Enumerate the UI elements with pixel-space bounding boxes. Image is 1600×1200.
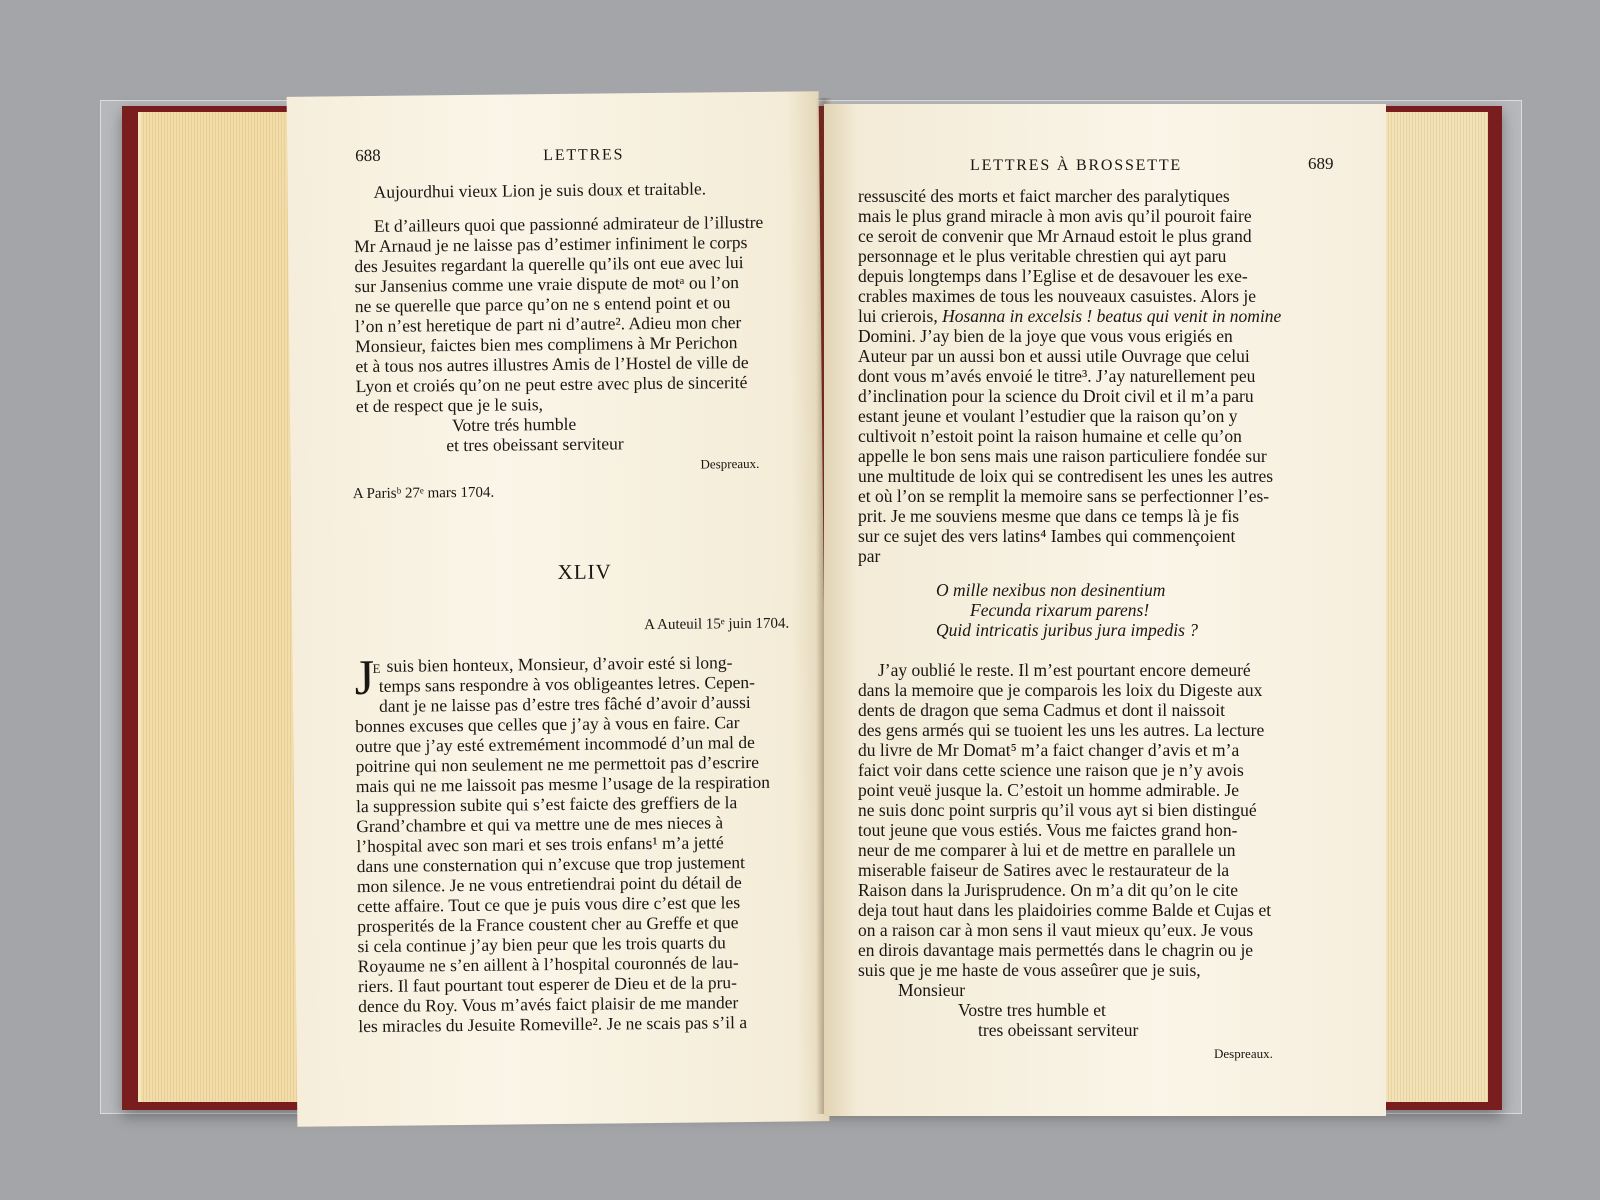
- text-line: Royaume ne s’en aillent à l’hospital couronnés de lau-: [357, 952, 739, 977]
- text-line: J’ay oublié le reste. Il m’est pourtant encore demeuré: [878, 660, 1251, 680]
- text-line: mais le plus grand miracle à mon avis qu’il pouroit faire: [858, 206, 1252, 226]
- closing-line: et tres obeissant serviteur: [446, 433, 624, 456]
- text-line: d’inclination pour la science du Droit civil et il m’a paru: [858, 386, 1254, 406]
- text-span: lui crierois,: [858, 306, 943, 326]
- text-line: temps sans respondre à vos obligeantes letres. Cepen-: [378, 671, 756, 696]
- right-page-edges: [1380, 112, 1488, 1102]
- text-line: des gens armés qui se tuoient les uns les autres. La lecture: [858, 720, 1265, 740]
- text-line: l’hospital avec son mari et ses trois enfans¹ m’a jetté: [356, 832, 724, 857]
- closing-line: Monsieur: [898, 980, 966, 1000]
- text-line: dans une consternation qui n’excuse que trop justement: [356, 852, 746, 877]
- text-line: l’on n’est heretique de part ni d’autre². Adieu mon cher: [354, 312, 742, 337]
- text-line: sur ce sujet des vers latins⁴ Iambes qui commençoient: [858, 526, 1236, 546]
- text-line: neur de me comparer à lui et de mettre en parallele un: [858, 840, 1236, 860]
- latin-quote: Hosanna in excelsis ! beatus qui venit in nomine: [942, 306, 1282, 326]
- text-line: sur Jansenius comme une vraie dispute de motᵃ ou l’on: [354, 272, 740, 297]
- text-line: appelle le bon sens mais une raison particuliere fondée sur: [858, 446, 1267, 466]
- text-line: ne se querelle que parce qu’on ne s entend point et ou: [354, 292, 731, 317]
- text-line: et où l’on se remplit la memoire sans se perfectionner l’es-: [858, 486, 1270, 506]
- text-line: personnage et le plus veritable chrestien qui ayt paru: [858, 246, 1227, 266]
- running-head: LETTRES: [543, 146, 625, 165]
- text-line: dont vous m’avés envoié le titre³. J’ay naturellement peu: [858, 366, 1256, 386]
- text-line: les miracles du Jesuite Romeville². Je ne scais pas s’il a: [358, 1012, 748, 1037]
- text-line: cette affaire. Tout ce que je puis vous dire c’est que les: [356, 892, 741, 917]
- text-line: crables maximes de tous les nouveaux casuistes. Alors je: [858, 286, 1257, 306]
- text-line: du livre de Mr Domat⁵ m’a faict changer d’avis et m’a: [858, 740, 1240, 760]
- text-line: [858, 306, 1281, 326]
- text-line: Aujourdhui vieux Lion je suis doux et traitable.: [373, 178, 707, 202]
- closing-line: Vostre tres humble et: [958, 1000, 1106, 1020]
- text-line: cultivoit n’estoit point la raison humaine et celle qu’on: [858, 426, 1242, 446]
- text-line: faict voir dans cette science une raison que je n’y avois: [858, 760, 1244, 780]
- text-line: si cela continue j’ay bien peur que les trois quarts du: [357, 932, 726, 957]
- text-line: tout jeune que vous estiés. Vous me faictes grand hon-: [858, 820, 1238, 840]
- text-line: riers. Il faut pourtant tout esperer de Dieu et de la pru-: [357, 972, 738, 997]
- text-line: depuis longtemps dans l’Eglise et de desavouer les exe-: [858, 266, 1248, 286]
- verse-line: O mille nexibus non desinentium: [936, 580, 1166, 600]
- text-line: des Jesuites regardant la querelle qu’ils ont eue avec lui: [354, 252, 744, 277]
- text-line: miserable faiseur de Satires avec le restaurateur de la: [858, 860, 1230, 880]
- text-line: par: [858, 546, 881, 566]
- text-line: suis que je me haste de vous asseûrer que je suis,: [858, 960, 1201, 980]
- left-page: [287, 91, 830, 1127]
- dateline: A Parisᵇ 27ᵉ mars 1704.: [352, 484, 495, 503]
- text-line: Domini. J’ay bien de la joye que vous vous erigiés en: [858, 326, 1233, 346]
- text-line: et à tous nos autres illustres Amis de l’Hostel de ville de: [355, 351, 749, 377]
- text-line: deja tout haut dans les plaidoiries comme Balde et Cujas et: [858, 900, 1272, 920]
- text-line: ne suis donc point surpris qu’il vous ayt si bien distingué: [858, 800, 1257, 820]
- text-line: bonnes excuses que celles que j’ay à vous en faire. Car: [355, 712, 740, 737]
- page-number: 689: [1308, 154, 1334, 173]
- text-line: Monsieur, faictes bien mes complimens à Mr Perichon: [355, 332, 738, 357]
- text-line: Grand’chambre et qui va mettre une de mes nieces à: [356, 812, 724, 837]
- page-number: 688: [355, 145, 381, 166]
- signature: Despreaux.: [1214, 1046, 1273, 1061]
- text-line: point veuë jusque la. C’estoit un homme admirable. Je: [858, 780, 1240, 800]
- signature: Despreaux.: [700, 455, 760, 472]
- text-line: Auteur par un aussi bon et aussi utile Ouvrage que celui: [858, 346, 1250, 366]
- text-line: Mr Arnaud je ne laisse pas d’estimer infiniment le corps: [354, 231, 748, 257]
- text-line: Lyon et croiés qu’on ne peut estre avec plus de sincerité: [355, 372, 748, 397]
- text-line: estant jeune et voulant l’estudier que la raison qu’on y: [858, 406, 1238, 426]
- text-line: et de respect que je le suis,: [355, 394, 544, 417]
- text-line: prit. Je me souviens mesme que dans ce temps là je fis: [858, 506, 1240, 526]
- closing-line: tres obeissant serviteur: [978, 1020, 1139, 1040]
- text-line: suis bien honteux, Monsieur, d’avoir esté si long-: [386, 652, 733, 676]
- text-line: mais qui ne me laissoit pas mesme l’usage de la respiration: [355, 771, 770, 797]
- dateline: A Auteuil 15ᵉ juin 1704.: [644, 615, 790, 634]
- left-page-edges: [138, 112, 311, 1102]
- text-line: mon silence. Je ne vous entretiendrai point du détail de: [356, 872, 742, 897]
- closing-line: Votre trés humble: [451, 413, 577, 436]
- text-line: dans la memoire que je comparois les loix du Digeste aux: [858, 680, 1263, 700]
- text-line: ce seroit de convenir que Mr Arnaud estoit le plus grand: [858, 226, 1252, 246]
- text-line: la suppression subite qui s’est faicte des greffiers de la: [355, 792, 738, 817]
- text-line: une multitude de loix qui se contredisent les unes les autres: [858, 466, 1274, 486]
- text-line: Et d’ailleurs quoi que passionné admirateur de l’illustre: [373, 211, 764, 236]
- text-line: ressuscité des morts et faict marcher des paralytiques: [858, 186, 1230, 206]
- text-line: prosperités de la France coustent cher au Greffe et que: [357, 912, 739, 937]
- drop-cap: J: [354, 648, 375, 706]
- text-line: dents de dragon que sema Cadmus et dont il naissoit: [858, 700, 1225, 720]
- text-line: on a raison car à mon sens il vaut mieux qu’eux. Je vous: [858, 920, 1254, 940]
- text-line: Raison dans la Jurisprudence. On m’a dit qu’on le cite: [858, 880, 1239, 900]
- text-line: poitrine qui non seulement ne me permettoit pas d’escrire: [355, 751, 760, 777]
- verse-line: Fecunda rixarum parens!: [970, 600, 1150, 620]
- running-head: LETTRES À BROSSETTE: [970, 157, 1182, 174]
- right-page: [824, 104, 1386, 1116]
- letter-number: XLIV: [557, 559, 612, 585]
- text-line: dence du Roy. Vous m’avés faict plaisir de me mander: [358, 992, 739, 1017]
- drop-cap-rest: E: [372, 660, 381, 676]
- text-line: outre que j’ay esté extremément incommodé d’un mal de: [355, 731, 755, 757]
- text-line: dant je ne laisse pas d’estre tres fâché d’avoir d’aussi: [378, 691, 751, 716]
- text-line: en dirois davantage mais permettés dans le chagrin ou je: [858, 940, 1254, 960]
- verse-line: Quid intricatis juribus jura impedis ?: [936, 620, 1199, 640]
